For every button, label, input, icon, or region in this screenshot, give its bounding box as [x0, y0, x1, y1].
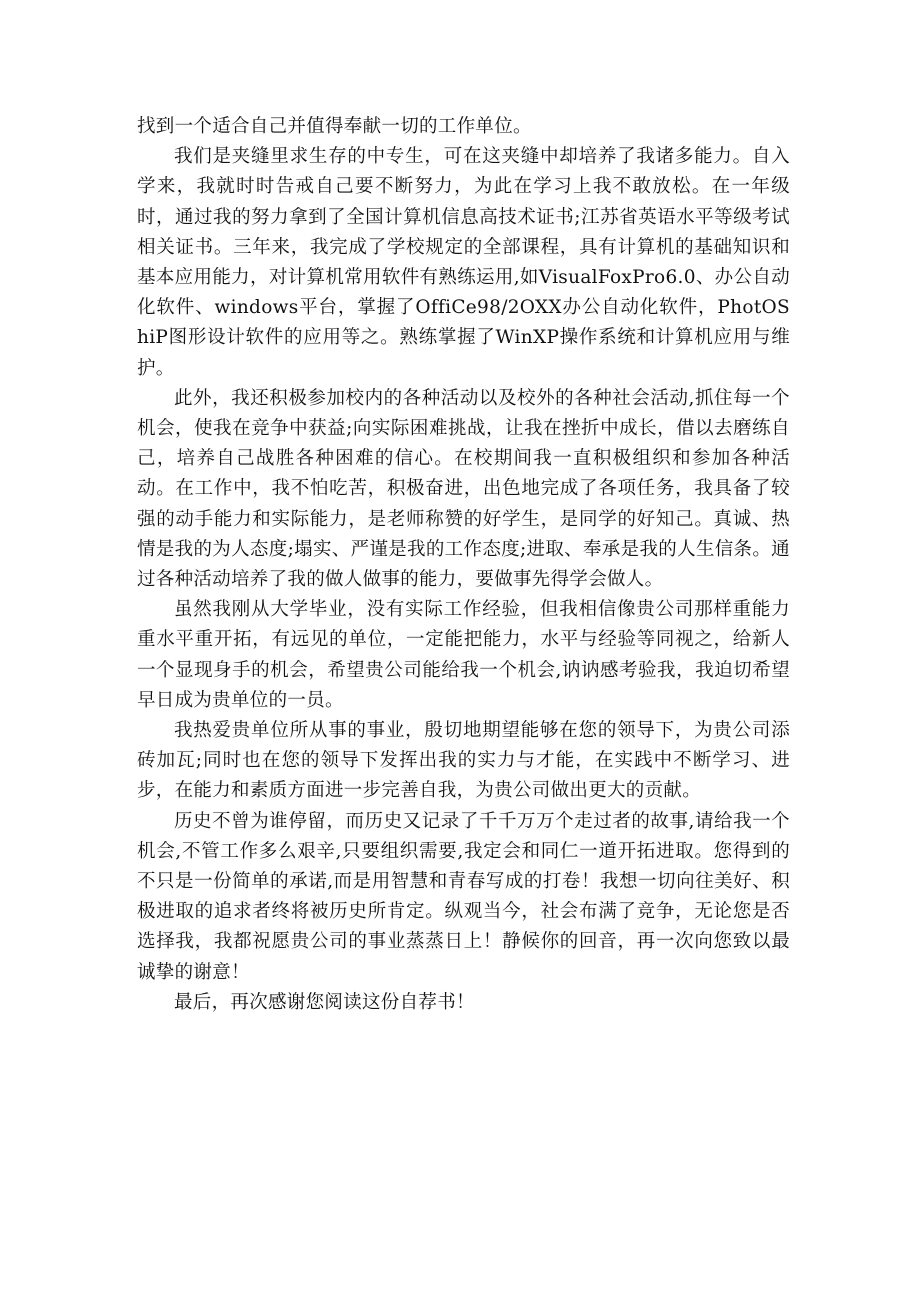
paragraph-3: 此外，我还积极参加校内的各种活动以及校外的各种社会活动,抓住每一个机会，使我在竞争中获益;向实际困难挑战，让我在挫折中成长，借以去磨练自己，培养自己战胜各种困难的信心。在校期间我一直积极组织和参加各种活动。在工作中，我不怕吃苦，积极奋进，出色地完成了各项任务，我具备了较强的动手能力和实际能力，是老师称赞的好学生，是同学的好知己。真诚、热情是我的为人态度;塌实、严谨是我的工作态度;进取、奉承是我的人生信条。通过各种活动培养了我的做人做事的能力，要做事先得学会做人。	[137, 387, 790, 591]
paragraph-4: 虽然我刚从大学毕业，没有实际工作经验，但我相信像贵公司那样重能力重水平重开拓，有远见的单位，一定能把能力，水平与经验等同视之，给新人一个显现身手的机会，希望贵公司能给我一个机会,讷讷感考验我，我迫切希望早日成为贵单位的一员。	[137, 599, 790, 711]
paragraph-1: 找到一个适合自己并值得奉献一切的工作单位。	[137, 116, 532, 137]
paragraph-5: 我热爱贵单位所从事的事业，殷切地期望能够在您的领导下，为贵公司添砖加瓦;同时也在您的领导下发挥出我的实力与才能，在实践中不断学习、进步，在能力和素质方面进一步完善自我，为贵公司做出更大的贡献。	[137, 720, 790, 802]
paragraph-7: 最后，再次感谢您阅读这份自荐书！	[174, 991, 475, 1013]
letter-body	[137, 112, 790, 1018]
paragraph-2: 我们是夹缝里求生存的中专生，可在这夹缝中却培养了我诸多能力。自入学来，我就时时告戒自己要不断努力，为此在学习上我不敢放松。在一年级时，通过我的努力拿到了全国计算机信息高技术证书;江苏省英语水平等级考试相关证书。三年来，我完成了学校规定的全部课程，具有计算机的基础知识和基本应用能力，对计算机常用软件有熟练运用,如VisualFoxPro6.0、办公自动化软件、windows平台，掌握了OffiCe98/2OXX办公自动化软件，PhotOShiP图形设计软件的应用等之。熟练掌握了WinXP操作系统和计算机应用与维护。	[137, 146, 790, 379]
paragraph-6: 历史不曾为谁停留，而历史又记录了千千万万个走过者的故事,请给我一个机会,不管工作多么艰辛,只要组织需要,我定会和同仁一道开拓进取。您得到的不只是一份简单的承诺,而是用智慧和青春写成的打卷！我想一切向往美好、积极进取的追求者终将被历史所肯定。纵观当今，社会布满了竞争，无论您是否选择我，我都祝愿贵公司的事业蒸蒸日上！静候你的回音，再一次向您致以最诚挚的谢意！	[137, 810, 790, 983]
